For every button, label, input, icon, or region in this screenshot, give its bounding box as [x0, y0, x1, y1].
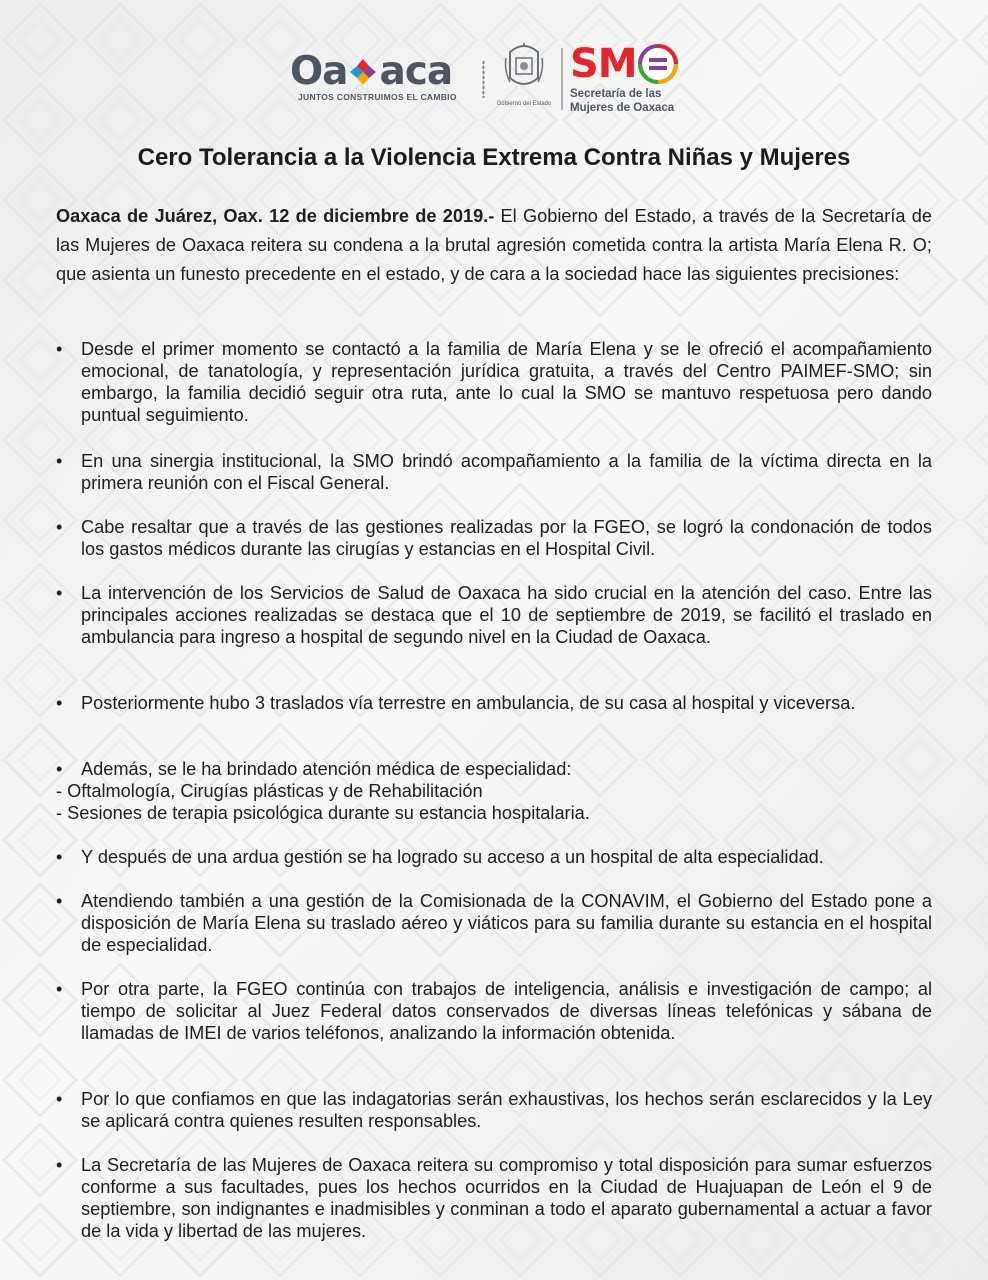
bullet-item [56, 692, 932, 714]
bullet-text: Por otra parte, la FGEO continúa con trabajos de inteligencia, análisis e investigación de campo; al tiempo de solicitar al Juez Federal datos conservados de diversas líneas telefónicas y sábana de llamadas de IMEI de varios teléfonos, analizando la información obtenida. [81, 979, 932, 1043]
bullet-dot: • [56, 517, 63, 537]
intro-paragraph [56, 202, 932, 289]
bullet-dot: • [56, 1155, 63, 1175]
document-title: Cero Tolerancia a la Violencia Extrema Contra Niñas y Mujeres [137, 144, 851, 171]
bullet-item [56, 846, 932, 868]
bullet-text: Desde el primer momento se contactó a la familia de María Elena y se le ofreció el acompañamiento emocional, de tanatología, y representación jurídica gratuita, a través del Centro PAIMEF-SMO; sin embargo, la familia decidió seguir otra ruta, ante lo cual la SMO se mantuvo respetuosa pero dando puntual seguimiento. [81, 339, 932, 425]
bullet-dot: • [56, 339, 63, 359]
bullet-dot: • [56, 693, 63, 713]
bullet-item [56, 338, 932, 426]
specialty-item: - Sesiones de terapia psicológica durante su estancia hospitalaria. [56, 803, 590, 823]
bullet-dot: • [56, 979, 63, 999]
smo-logo: SM Secretaría de las Mujeres de Oaxaca [570, 42, 710, 114]
bullet-item [56, 582, 932, 648]
bullet-text: Y después de una ardua gestión se ha logrado su acceso a un hospital de alta especialidad. [81, 847, 824, 867]
smo-subtitle-line1: Secretaría de las [570, 88, 662, 100]
bullet-item [56, 890, 932, 956]
government-seal-logo [490, 38, 558, 107]
header-logos [0, 38, 988, 118]
bullet-text: La intervención de los Servicios de Salud de Oaxaca ha sido crucial en la atención del caso. Entre las principales acciones realizadas se destaca que el 10 de septiembre de 2019, se facilitó el traslado en ambulancia para ingreso a hospital de segundo nivel en la Ciudad de Oaxaca. [81, 583, 932, 647]
bullet-item [56, 758, 932, 780]
bullet-item [56, 516, 932, 560]
bullet-text: Posteriormente hubo 3 traslados vía terrestre en ambulancia, de su casa al hospital y viceversa. [81, 693, 856, 713]
bullet-dot: • [56, 847, 63, 867]
oaxaca-flower-icon [348, 57, 378, 87]
bullet-item [56, 978, 932, 1044]
oaxaca-slogan: JUNTOS CONSTRUIMOS EL CAMBIO [298, 92, 457, 102]
gov-caption: Gobierno del Estado [496, 101, 552, 107]
bullet-item [56, 1154, 932, 1242]
bullet-text: Además, se le ha brindado atención médica de especialidad: [81, 759, 572, 779]
bullet-text: Cabe resaltar que a través de las gestiones realizadas por la FGEO, se logró la condonación de todos los gastos médicos durante las cirugías y estancias en el Hospital Civil. [81, 517, 932, 559]
bullet-text: Por lo que confiamos en que las indagatorias serán exhaustivas, los hechos serán esclarecidos y la Ley se aplicará contra quienes resulten responsables. [81, 1089, 932, 1131]
dateline: Oaxaca de Juárez, Oax. 12 de diciembre de 2019.- [56, 206, 495, 226]
logo-divider [561, 48, 563, 110]
dotted-separator [482, 60, 485, 98]
oaxaca-logo: Oa aca JUNTOS CONSTRUIMOS EL CAMBIO [290, 50, 470, 102]
intro-text: El Gobierno del Estado, a través de la Secretaría de las Mujeres de Oaxaca reitera su condena a la brutal agresión cometida contra la artista María Elena R. O; que asienta un funesto precedente en el estado, y de cara a la sociedad hace las siguientes precisiones: [56, 206, 932, 284]
bullet-dot: • [56, 891, 63, 911]
bullet-text: Atendiendo también a una gestión de la Comisionada de la CONAVIM, el Gobierno del Estado pone a disposición de María Elena su traslado aéreo y viáticos para su familia durante su estancia en el hospital de especialidad. [81, 891, 932, 955]
bullet-dot: • [56, 759, 63, 779]
bullet-item [56, 450, 932, 494]
bullet-text: En una sinergia institucional, la SMO brindó acompañamiento a la familia de la víctima directa en la primera reunión con el Fiscal General. [81, 451, 932, 493]
smo-subtitle-line2: Mujeres de Oaxaca [570, 102, 675, 114]
bullet-text: La Secretaría de las Mujeres de Oaxaca reitera su compromiso y total disposición para sumar esfuerzos conforme a sus facultades, pues los hechos ocurridos en la Ciudad de Huajuapan de León el 9 de septiembre, son indignantes e inadmisibles y conminan a todo el aparato gubernamental a actuar a favor de la vida y libertad de las mujeres. [81, 1155, 932, 1241]
bullet-item [56, 1088, 932, 1132]
bullet-dot: • [56, 583, 63, 603]
specialty-item: - Oftalmología, Cirugías plásticas y de Rehabilitación [56, 781, 483, 801]
state-seal-icon [502, 38, 546, 94]
smo-emblem-icon [637, 43, 679, 85]
bullet-dot: • [56, 1089, 63, 1109]
bullet-dot: • [56, 451, 63, 471]
